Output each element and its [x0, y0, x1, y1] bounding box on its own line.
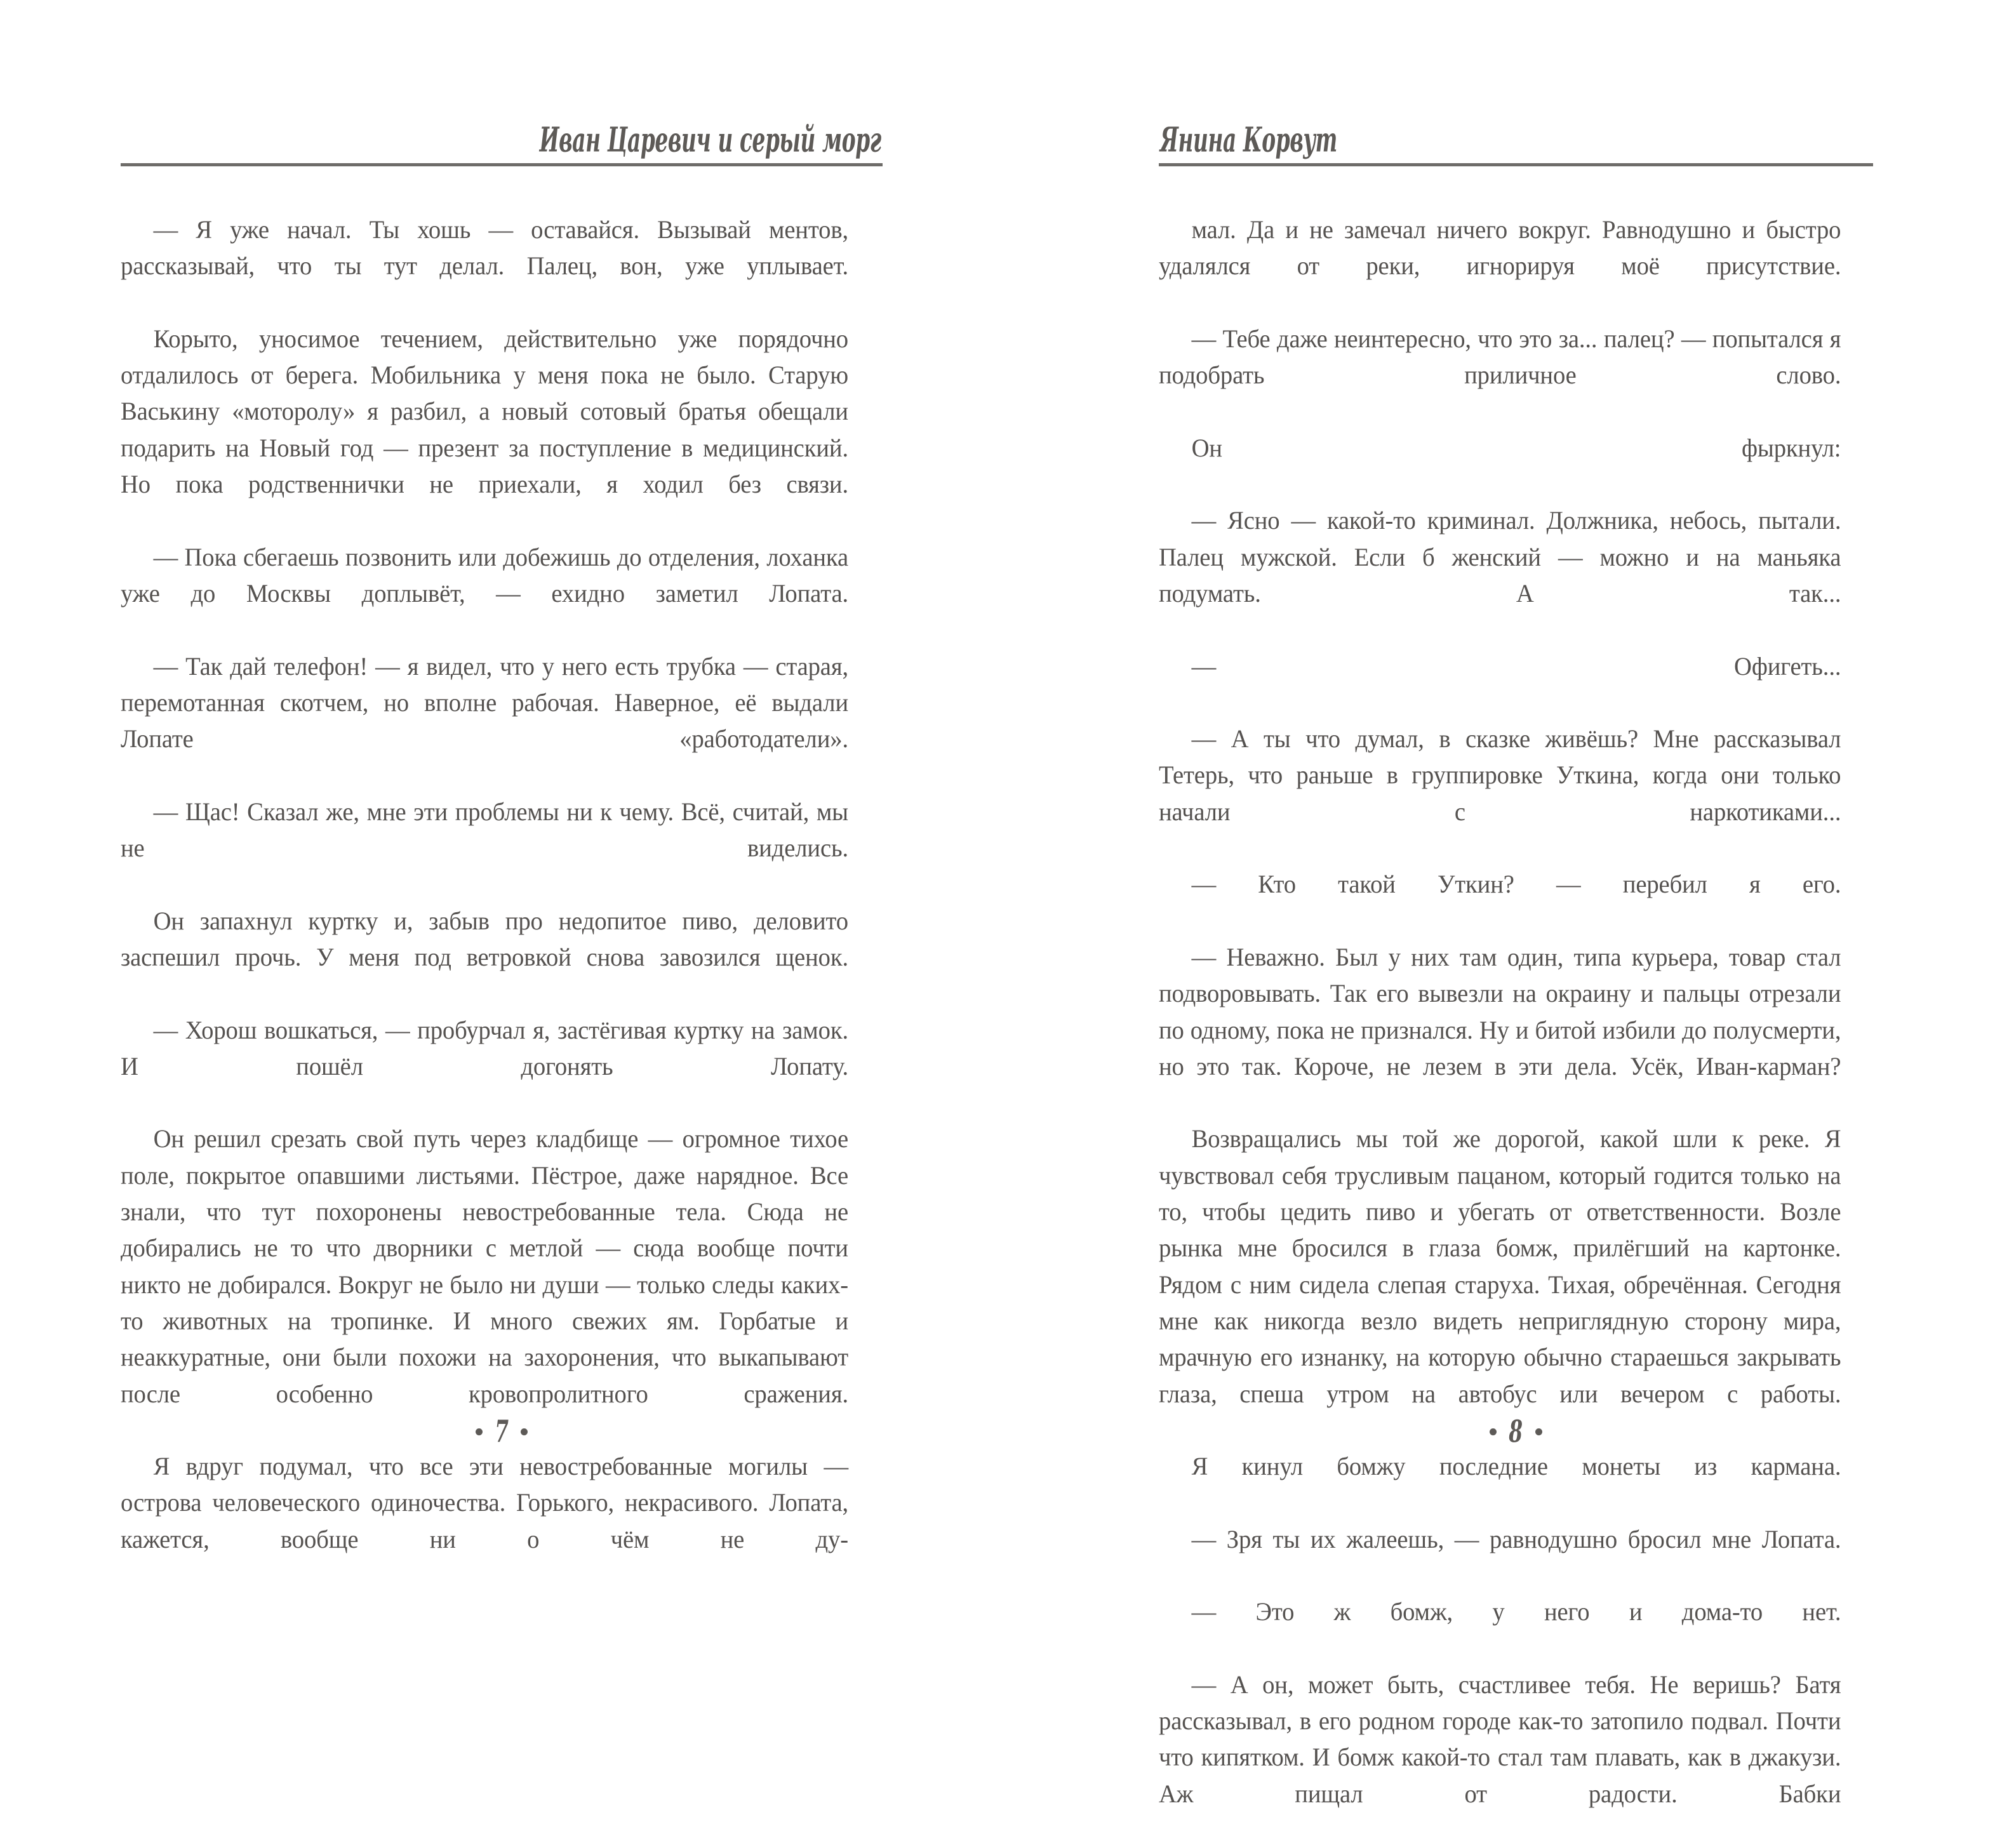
paragraph: — Ясно — какой-то криминал. Должника, небось, пытали. Палец мужской. Если б женский — можно и на маньяка подумать. А так...	[1159, 506, 1841, 608]
paragraph: — Зря ты их жалеешь, — равнодушно бросил мне Лопата.	[1191, 1524, 1841, 1553]
paragraph: мал. Да и не замечал ничего вокруг. Равнодушно и быстро удалялся от реки, игнорируя моё присутствие.	[1159, 215, 1841, 281]
paragraph: — А он, может быть, счастливее тебя. Не веришь? Батя рассказывал, в его родном городе как-то затопило подвал. Почти что кипятком. И бомж какой-то стал там плавать, как в джакузи. Аж пищал от радости. Бабки	[1159, 1670, 1841, 1808]
running-head-title-right: Янина Корвут	[1160, 120, 1337, 160]
paragraph: Он фыркнул:	[1191, 433, 1841, 462]
page-right	[1159, 0, 1873, 1808]
paragraph: Я вдруг подумал, что все эти невостребованные могилы — острова человеческого одиночества. Горького, некрасивого. Лопата, кажется, вообще ни о чём не ду-	[121, 1452, 848, 1553]
running-head-left	[121, 118, 883, 166]
paragraph: — Офигеть...	[1191, 651, 1841, 681]
page-left	[121, 0, 883, 1574]
paragraph: Возвращались мы той же дорогой, какой шли к реке. Я чувствовал себя трусливым пацаном, который годится только на то, чтобы цедить пиво и убегать от ответственности. Возле рынка мне бросился в глаза бомж, прилёгший на картонке. Рядом с ним сидела слепая старуха. Тихая, обречённая. Сегодня мне как никогда везло видеть неприглядную сторону мира, мрачную его изнанку, на которую обычно стараешься закрывать глаза, спеша утром на автобус или вечером с работы.	[1159, 1124, 1841, 1408]
paragraph: — Щас! Сказал же, мне эти проблемы ни к чему. Всё, считай, мы не виделись.	[121, 797, 848, 863]
paragraph: Он запахнул куртку и, забыв про недопитое пиво, деловито заспешил прочь. У меня под ветровкой снова завозился щенок.	[121, 906, 848, 971]
folio-dot-icon	[521, 1428, 528, 1435]
folio-left	[121, 1413, 883, 1449]
paragraph: — Это ж бомж, у него и дома-то нет.	[1191, 1597, 1841, 1626]
running-head-right	[1159, 118, 1873, 166]
text-column-left	[121, 211, 883, 1593]
folio-dot-icon	[1490, 1428, 1497, 1435]
page-number: 8	[1509, 1413, 1523, 1449]
paragraph: Я кинул бомжу последние монеты из кармана.	[1191, 1452, 1841, 1481]
running-head-title-left: Иван Царевич и серый морг	[539, 120, 881, 160]
paragraph: — Так дай телефон! — я видел, что у него есть трубка — старая, перемотанная скотчем, но вполне рабочая. Наверное, её выдали Лопате «работодатели».	[121, 651, 848, 754]
folio-right	[1159, 1413, 1873, 1449]
paragraph: — Пока сбегаешь позвонить или добежишь до отделения, лоханка уже до Москвы доплывёт, — ехидно заметил Лопата.	[121, 542, 848, 608]
paragraph: — Тебе даже неинтересно, что это за... палец? — попытался я подобрать приличное слово.	[1159, 324, 1841, 390]
paragraph: — Кто такой Уткин? — перебил я его.	[1191, 870, 1841, 899]
text-column-right	[1159, 211, 1873, 1848]
paragraph: Он решил срезать свой путь через кладбище — огромное тихое поле, покрытое опавшими листьями. Пёстрое, даже нарядное. Все знали, что тут похоронены невостребованные тела. Сюда не добирались не то что дворники с метлой — сюда вообще почти никто не добирался. Вокруг не было ни души — только следы каких-то животных на тропинке. И много свежих ям. Горбатые и неаккуратные, они были похожи на захоронения, что выкапывают после особенно кровопролитного сражения.	[121, 1124, 848, 1408]
paragraph: — Я уже начал. Ты хошь — оставайся. Вызывай ментов, рассказывай, что ты тут делал. Палец, вон, уже уплывает.	[121, 215, 848, 281]
paragraph: — А ты что думал, в сказке живёшь? Мне рассказывал Тетерь, что раньше в группировке Уткина, когда они только начали с наркотиками...	[1159, 724, 1841, 826]
paragraph: — Неважно. Был у них там один, типа курьера, товар стал подворовывать. Так его вывезли на окраину и пальцы отрезали по одному, пока не признался. Ну и битой избили до полусмерти, но это так. Короче, не лезем в эти дела. Усёк, Иван-карман?	[1159, 942, 1841, 1080]
paragraph: — Хорош вошкаться, — пробурчал я, застёгивая куртку на замок. И пошёл догонять Лопату.	[121, 1015, 848, 1080]
page-number: 7	[495, 1413, 509, 1449]
paragraph: Корыто, уносимое течением, действительно уже порядочно отдалилось от берега. Мобильника у меня пока не было. Старую Васькину «моторолу» я разбил, а новый сотовый братья обещали подарить на Новый год — презент за поступление в медицинский. Но пока родственнички не приехали, я ходил без связи.	[121, 324, 848, 499]
folio-dot-icon	[1535, 1428, 1542, 1435]
folio-dot-icon	[476, 1428, 483, 1435]
